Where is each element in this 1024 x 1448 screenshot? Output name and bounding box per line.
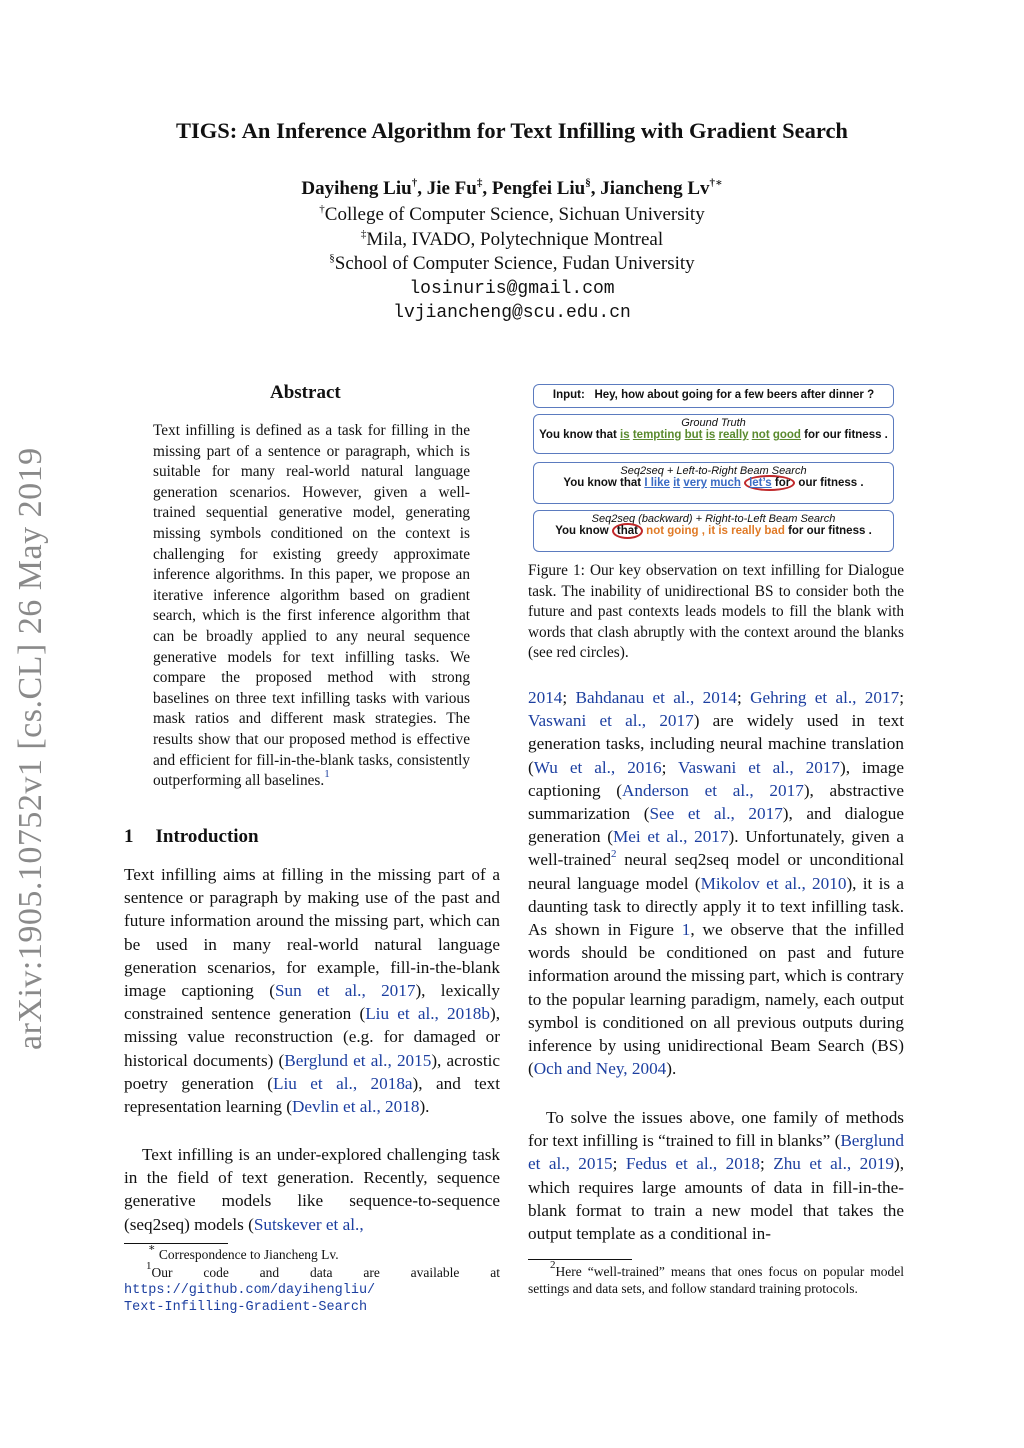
author-name: Dayiheng Liu [301,178,412,199]
figure-r2l-box [533,510,894,552]
infilled-word: not [751,429,770,441]
body-text: neural seq2seq model or unconditional neural language model ( [528,850,904,893]
citation-link[interactable]: Sun et al., 2017 [274,981,416,1001]
box-header: Seq2seq (backward) + Right-to-Left Beam Search [591,513,836,525]
abstract-body [153,421,470,792]
section-title: Introduction [155,826,259,847]
arxiv-stamp: arXiv:1905.10752v1 [cs.CL] 26 May 2019 [12,447,49,1050]
body-text: ). Unfortunately, given a well-trained [528,827,904,870]
infilled-word: tempting [632,429,682,441]
footnote-ref[interactable]: 1 [324,768,330,781]
infilled-word: is [620,429,630,441]
citation-link[interactable]: Mei et al., 2017 [612,827,729,847]
citation-link[interactable]: Gehring et al., 2017 [750,688,900,707]
author-name: Pengfei Liu [491,178,586,199]
author-name: Jiancheng Lv [600,178,710,199]
affiliation [0,229,1024,251]
infilled-word: is [705,429,716,441]
error-circle [744,475,795,491]
infilled-word: not going , [646,525,705,537]
infilled-word: very [683,477,707,489]
author-list: Dayiheng Liu†, Jie Fu‡, Pengfei Liu§, Jiancheng Lv†∗ [301,177,723,199]
line-suffix: our fitness . [798,477,864,489]
abstract-text: Text infilling is defined as a task for filling in the missing part of a sentence or paragraph, which is suitable for many real-world natural language generation scenarios. However, given a well-trained sequential generative model, generating missing symbols conditioned on the context is challenging for existing greedy approximate inference algorithms. In this paper, we propose an iterative inference algorithm based on gradient search, which is the first inference algorithm that can be broadly applied to any neural sequence generative models for text infilling tasks. We compare the proposed method with strong baselines on three text infilling tasks with various mask ratios and different mask strategies. The results show that our proposed method is effective and efficient for fill-in-the-blank tasks, consistently outperforming all baselines. [153,422,470,790]
affiliation-mark: § [329,252,335,264]
intro-paragraph [124,863,500,1118]
citation-link[interactable]: Och and Ney, 2004 [533,1059,667,1079]
box-line [534,429,893,441]
affiliation [0,204,1024,226]
author-mark: § [585,177,591,189]
box-line [534,525,893,537]
infilled-word: really bad [731,525,785,537]
figure-ground-truth-box [533,414,894,454]
footnote-mark: 2 [550,1259,556,1271]
footnote-text: Correspondence to Jiancheng Lv. [158,1247,339,1262]
citation-link[interactable]: Berglund et al., 2015 [528,1131,904,1174]
infilled-word: let’s [749,477,772,489]
figure-l2r-box [533,462,894,504]
infilled-word: much [710,477,741,489]
body-text: ), and text representation learning ( [124,1073,500,1117]
infilled-word: it is [708,525,728,537]
affiliation-text: Mila, IVADO, Polytechnique Montreal [366,229,664,250]
section-number: 1 [124,826,134,847]
paper-title: TIGS: An Inference Algorithm for Text Infilling with Gradient Search [176,118,848,143]
citation-link[interactable]: Bahdanau et al., 2014 [575,688,737,707]
citation-link[interactable]: Liu et al., 2018a [273,1073,413,1093]
body-text: ), acrostic poetry generation ( [124,1050,500,1093]
author-mark: † [411,177,418,189]
figure-input-box [533,384,894,408]
footnote-mark: ∗ [148,1242,156,1254]
author-name: Jie Fu [426,178,477,199]
body-text: ), it is a daunting task to directly apply it to text infilling task. As shown in Figure [528,873,904,940]
footnote [124,1242,500,1263]
body-text: ), abstractive summarization ( [528,780,905,824]
affiliation-mark: ‡ [360,228,367,240]
author-mark: ‡ [476,177,483,189]
box-line [534,477,893,489]
infilled-word: really [718,429,749,441]
body-text: Text infilling is an under-explored challenging task in the field of text generation. Recently, sequence generative models like sequence-to-sequence (seq2seq) models ( [124,1145,500,1234]
infilled-word: but [684,429,703,441]
code-url-link[interactable]: https://github.com/dayihengliu/ [124,1283,376,1298]
footnote-rule [528,1259,632,1260]
citation-link[interactable]: Mikolov et al., 2010 [700,873,847,893]
footnote-ref[interactable]: 2 [611,848,617,861]
footnote-rule [124,1243,228,1244]
citation-link[interactable]: Sutskever et al., [253,1214,364,1234]
footnote [528,1259,904,1297]
citation-link[interactable]: Vaswani et al., 2017 [678,757,840,777]
citation-link[interactable]: 2014 [528,688,563,707]
affiliation-text: School of Computer Science, Fudan University [334,253,695,274]
body-text: ), image captioning ( [528,757,904,800]
figure-ref-link[interactable]: 1 [681,920,691,940]
body-text: , we observe that the infilled words should be conditioned on past and future information around the missing part, which is contrary to the popular learning paradigm, namely, each output symbol is conditioned on all previous outputs during inference by using unidirectional Beam Search (BS) ( [528,920,905,1079]
affiliation [0,253,1024,275]
line-prefix: You know [555,525,609,537]
body-text: ), and dialogue generation ( [528,804,904,847]
body-paragraph: 2014; Bahdanau et al., 2014; Gehring et al., 2017; Vaswani et al., 2017) are widely used in text generation tasks, including neural machine translation (Wu et al., 2016; Vaswani et al., 2017), image captioning (Anderson et al., 2017), abstractive summarization (See et al., 2017), and dialogue generation (Mei et al., 2017). Unfortunately, given a well-trained$^2$ neural seq2seq model or unconditional neural language model (Mikolov et al., 2010), it is a daunting task to directly apply it to text infilling task. As shown in Figure 1, we observe that the infilled words should be conditioned on past and future information around the missing part, which is contrary to the popular learning paradigm, namely, each output symbol is conditioned on all previous outputs during inference by using unidirectional Beam Search (BS) (Och and Ney, 2004). [528,688,905,1079]
affiliation-text: College of Computer Science, Sichuan University [324,204,705,225]
section-heading [124,826,259,848]
context-word: that [616,525,638,537]
body-paragraph: To solve the issues above, one family of methods for text infilling is “trained to fill in blanks” (Berglund et al., 2015; Fedus et al., 2018; Zhu et al., 2019), which requires large amounts of data in fill-in-the-blank format to train a new model that takes the output template as a conditional in- [528,1108,905,1244]
line-suffix: for our fitness . [804,429,888,441]
citation-link[interactable]: Anderson et al., 2017 [622,780,804,800]
citation-link[interactable]: Berglund et al., 2015 [284,1050,432,1070]
context-word: for [774,477,791,489]
footnote-mark: 1 [146,1260,152,1272]
error-circle [612,523,643,539]
body-text: ). [419,1097,430,1117]
body-text: ), which requires large amounts of data in fill-in-the-blank format to train a new model that takes the output template as a conditional in- [528,1154,905,1244]
body-text: ), lexically constrained sentence generation ( [124,981,500,1024]
infilled-word: I like [644,477,670,489]
author-mark: †∗ [709,177,723,189]
footnote-text: Our code and data are available at [151,1265,500,1280]
infilled-word: it [673,477,681,489]
line-prefix: You know that [539,429,617,441]
email[interactable]: losinuris@gmail.com [409,279,615,299]
body-text: To solve the issues above, one family of methods for text infilling is “trained to fill in blanks” ( [528,1108,904,1151]
citation-link[interactable]: Liu et al., 2018b [365,1004,490,1024]
email[interactable]: lvjiancheng@scu.edu.cn [393,303,631,323]
abstract-heading: Abstract [270,382,341,403]
affiliation-mark: † [319,203,325,215]
line-prefix: You know that [563,477,642,489]
infilled-word: good [772,429,801,441]
box-header: Seq2seq + Left-to-Right Beam Search [620,465,807,477]
citation-link[interactable]: Devlin et al., 2018 [291,1097,420,1117]
intro-paragraph [124,1143,500,1236]
input-text: Hey, how about going for a few beers after dinner ? [594,389,875,401]
body-text: ), missing value reconstruction (e.g. for damaged or historical documents) ( [124,1004,500,1070]
citation-link[interactable]: See et al., 2017 [649,804,783,824]
body-text: Text infilling aims at filling in the missing part of a sentence or paragraph by making use of the past and future information around the missing part, which can be used in many real-world natural language generation scenarios, for example, fill-in-the-blank image captioning ( [124,865,500,1001]
citation-link[interactable]: Zhu et al., 2019 [773,1154,894,1174]
input-label: Input: [552,389,585,401]
box-header: Ground Truth [681,417,746,429]
line-suffix: for our fitness . [788,525,872,537]
citation-link[interactable]: Wu et al., 2016 [533,757,662,777]
citation-link[interactable]: Vaswani et al., 2017 [528,711,694,731]
body-text: ). [666,1059,677,1079]
citation-link[interactable]: Fedus et al., 2018 [625,1154,760,1174]
footnote [124,1260,500,1281]
footnote-text: Here “well-trained” means that ones focus on popular model settings and data sets, and follow standard training protocols. [528,1264,904,1296]
body-text: ) are widely used in text generation tasks, including neural machine translation ( [528,711,904,777]
code-url-link[interactable]: Text-Infilling-Gradient-Search [124,1300,368,1315]
figure-caption: Figure 1: Our key observation on text infilling for Dialogue task. The inability of unidirectional BS to consider both the future and past contexts leads models to fill the blank with words that clash abruptly with the context around the blanks (see red circles). [528,562,904,662]
